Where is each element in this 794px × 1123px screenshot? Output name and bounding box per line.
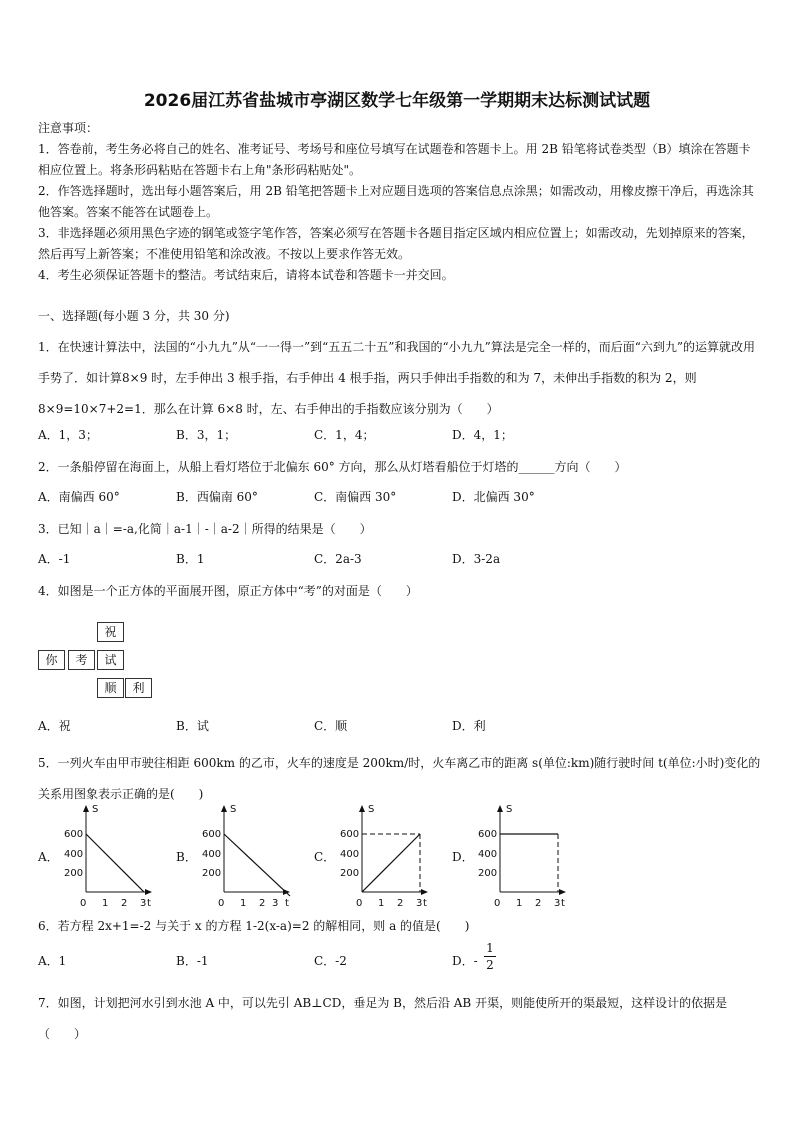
xtick-1: 1 — [102, 898, 109, 909]
net-cell-kao: 考 — [68, 650, 95, 670]
q2-option-c: C．南偏西 30° — [314, 490, 397, 504]
origin-label: 0 — [218, 898, 225, 909]
q6-option-a: A．1 — [38, 954, 67, 968]
notice-item-4: 4．考生必须保证答题卡的整洁。考试结束后，请将本试卷和答题卡一并交回。 — [38, 268, 454, 282]
graph-d — [472, 802, 567, 912]
ytick-600: 600 — [64, 829, 84, 840]
net-cell-li: 利 — [125, 678, 152, 698]
ytick-600: 600 — [202, 829, 222, 840]
q4-option-d: D．利 — [452, 719, 486, 733]
q3-stem: 3．已知｜a｜=-a,化简｜a-1｜-｜a-2｜所得的结果是（ ） — [38, 522, 372, 536]
q4-option-c: C．顺 — [314, 719, 348, 733]
q5-stem: 5．一列火车由甲市驶往相距 600km 的乙市，火车的速度是 200km/时，火车离乙市的距离 s(单位:km)随行驶时间 t(单位:小时)变化的关系用图象表示正确的是( ) — [38, 756, 761, 801]
q3-option-a: A．-1 — [38, 552, 71, 566]
q5-label-c: C． — [314, 850, 336, 864]
q7-stem: 7．如图，计划把河水引到水池 A 中，可以先引 AB⊥CD，垂足为 B，然后沿 AB 开渠，则能使所开的渠最短，这样设计的依据是（ ） — [38, 996, 728, 1041]
xtick-2: 2 — [535, 898, 542, 909]
xtick-3: 3 — [272, 898, 279, 909]
notice-item-3: 3．非选择题必须用黑色字迹的钢笔或签字笔作答，答案必须写在答题卡各题目指定区域内相应位置上；如需改动，先划掉原来的答案，然后再写上新答案；不准使用铅笔和涂改液。不按以上要求作答无效。 — [38, 226, 754, 261]
xtick-3: 3 — [140, 898, 147, 909]
ytick-600: 600 — [478, 829, 498, 840]
net-cell-shun: 顺 — [97, 678, 124, 698]
q1-option-a: A．1，3； — [38, 428, 98, 442]
ytick-400: 400 — [340, 849, 360, 860]
net-cell-shi: 试 — [97, 650, 124, 670]
xtick-3: 3 — [554, 898, 561, 909]
axis-t: t — [285, 898, 289, 909]
origin-label: 0 — [494, 898, 501, 909]
notice-heading: 注意事项： — [38, 121, 99, 135]
axis-t: t — [561, 898, 565, 909]
graph-b — [196, 802, 291, 912]
ytick-400: 400 — [64, 849, 84, 860]
xtick-2: 2 — [121, 898, 128, 909]
ytick-200: 200 — [64, 868, 84, 879]
notice-item-2: 2．作答选择题时，选出每小题答案后，用 2B 铅笔把答题卡上对应题目选项的答案信息点涂黑；如需改动，用橡皮擦干净后，再选涂其他答案。答案不能答在试题卷上。 — [38, 184, 754, 219]
axis-s: S — [506, 804, 513, 815]
q1-option-d: D．4，1； — [452, 428, 513, 442]
q6-option-d: D．- — [452, 954, 478, 968]
ytick-400: 400 — [478, 849, 498, 860]
section-heading: 一、选择题(每小题 3 分，共 30 分) — [38, 309, 230, 323]
fraction-numerator: 1 — [484, 940, 496, 957]
axis-t: t — [423, 898, 427, 909]
q3-option-c: C．2a-3 — [314, 552, 362, 566]
xtick-2: 2 — [259, 898, 266, 909]
notice-item-1: 1．答卷前，考生务必将自己的姓名、准考证号、考场号和座位号填写在试题卷和答题卡上。用 2B 铅笔将试卷类型（B）填涂在答题卡相应位置上。将条形码粘贴在答题卡右上角"条形码粘贴处"。 — [38, 142, 751, 177]
q6-stem: 6．若方程 2x+1=-2 与关于 x 的方程 1-2(x-a)=2 的解相同，则 a 的值是( ) — [38, 919, 470, 933]
q6-fraction — [484, 940, 496, 973]
page-title: 2026届江苏省盐城市亭湖区数学七年级第一学期期末达标测试试题 — [143, 91, 651, 111]
graph-c — [334, 802, 429, 912]
ytick-200: 200 — [478, 868, 498, 879]
xtick-3: 3 — [416, 898, 423, 909]
q1-option-b: B．3，1； — [176, 428, 237, 442]
xtick-1: 1 — [240, 898, 247, 909]
q3-option-b: B．1 — [176, 552, 205, 566]
axis-s: S — [368, 804, 375, 815]
origin-label: 0 — [80, 898, 87, 909]
xtick-1: 1 — [378, 898, 385, 909]
q2-option-d: D．北偏西 30° — [452, 490, 535, 504]
q2-option-a: A．南偏西 60° — [38, 490, 120, 504]
q6-option-c: C．-2 — [314, 954, 347, 968]
q4-stem: 4．如图是一个正方体的平面展开图，原正方体中“考”的对面是（ ） — [38, 584, 418, 598]
q5-label-d: D． — [452, 850, 474, 864]
q5-label-b: B． — [176, 850, 197, 864]
axis-s: S — [92, 804, 99, 815]
xtick-1: 1 — [516, 898, 523, 909]
net-cell-zhu: 祝 — [97, 622, 124, 642]
fraction-denominator: 2 — [486, 958, 494, 972]
q2-stem: 2．一条船停留在海面上，从船上看灯塔位于北偏东 60° 方向，那么从灯塔看船位于灯塔的______方向（ ） — [38, 460, 627, 474]
q4-option-a: A．祝 — [38, 719, 71, 733]
axis-t: t — [147, 898, 151, 909]
ytick-200: 200 — [202, 868, 222, 879]
ytick-400: 400 — [202, 849, 222, 860]
axis-s: S — [230, 804, 237, 815]
origin-label: 0 — [356, 898, 363, 909]
graph-a — [58, 802, 153, 912]
q2-option-b: B．西偏南 60° — [176, 490, 258, 504]
q3-option-d: D．3-2a — [452, 552, 501, 566]
q1-option-c: C．1，4； — [314, 428, 375, 442]
q6-option-b: B．-1 — [176, 954, 209, 968]
net-cell-ni: 你 — [38, 650, 65, 670]
q1-stem: 1．在快速计算法中，法国的“小九九”从“一一得一”到“五五二十五”和我国的“小九九”算法是完全一样的，而后面“六到九”的运算就改用手势了．如计算8×9 时，左手伸出 3 根手指，右手伸出 4 根手指，两只手伸出手指数的和为 7，未伸出手指数的积为 2，则 8×9=10×7+2=1．那么在计算 6×8 时，左、右手伸出的手指数应该分别为（ ） — [38, 340, 755, 416]
q4-option-b: B．试 — [176, 719, 209, 733]
q5-label-a: A． — [38, 850, 59, 864]
ytick-600: 600 — [340, 829, 360, 840]
xtick-2: 2 — [397, 898, 404, 909]
ytick-200: 200 — [340, 868, 360, 879]
